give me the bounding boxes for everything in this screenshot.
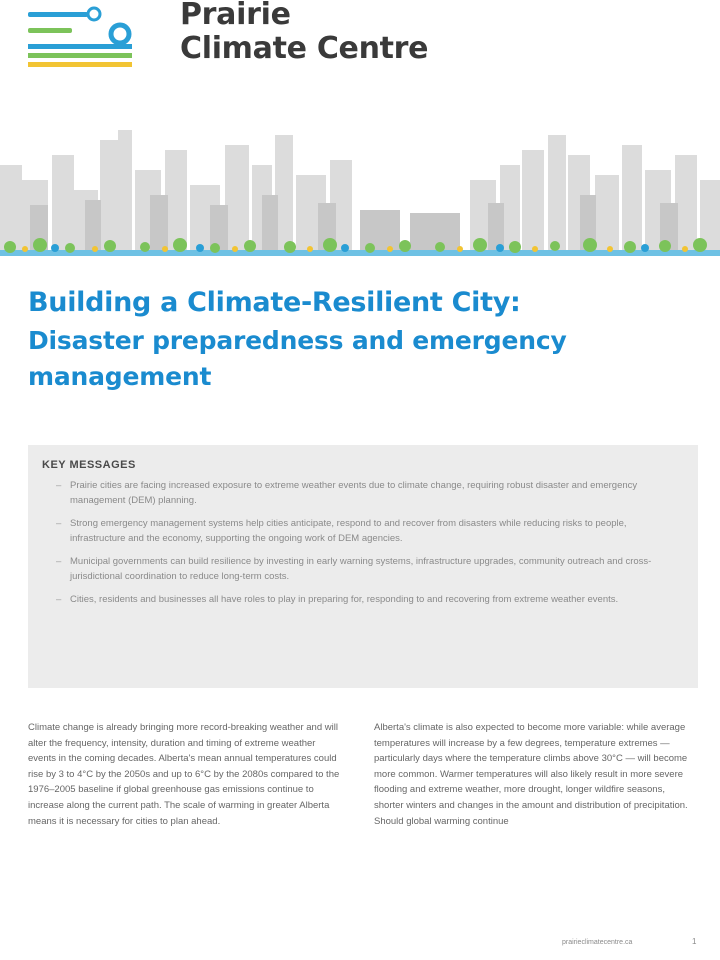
title-line-1: Building a Climate-Resilient City: <box>28 287 521 318</box>
footer-url: prairieclimatecentre.ca <box>562 939 633 946</box>
key-messages-heading: KEY MESSAGES <box>42 459 136 471</box>
title-line-2: Disaster preparedness and emergency <box>28 326 567 355</box>
page-number: 1 <box>692 937 697 946</box>
prairie-climate-centre-logo <box>24 0 444 80</box>
logo-line-1: Prairie <box>180 0 291 32</box>
document-title <box>28 283 698 395</box>
title-line-3: management <box>28 362 212 391</box>
key-messages-list <box>42 479 682 608</box>
body-columns <box>28 720 698 905</box>
key-message-item: – Cities, residents and businesses all have roles to play in preparing for, responding to and recovering from extreme weather events. <box>42 593 682 608</box>
logo-mark-icon <box>24 0 144 74</box>
key-message-item: – Strong emergency management systems help cities anticipate, respond to and recover from disasters while reducing risks to people, infrastructure and the economy, supporting the ongoing work of DEM agencies. <box>42 517 682 546</box>
city-skyline-illustration <box>0 95 720 270</box>
logo-line-2: Climate Centre <box>180 31 429 66</box>
key-message-item: – Municipal governments can build resilience by investing in early warning systems, infrastructure upgrades, community outreach and cross-jurisdictional coordination to reduce long-term costs. <box>42 555 682 584</box>
key-messages-box <box>28 445 698 688</box>
key-message-item: – Prairie cities are facing increased exposure to extreme weather events due to climate change, requiring robust disaster and emergency management (DEM) planning. <box>42 479 682 508</box>
body-column-right: Alberta's climate is also expected to become more variable: while average temperatures will increase by a few degrees, temperature extremes — particularly days where the temperature climbs above 30°C — will become more common. Warmer temperatures will also likely result in more severe flooding and extreme weather, more drought, longer wildfire seasons, shorter winters and changes in the amount and distribution of precipitation. Should global warming continue <box>374 722 688 827</box>
logo-wordmark <box>180 0 428 66</box>
body-column-left: Climate change is already bringing more record-breaking weather and will alter the frequency, intensity, duration and timing of extreme weather events in the coming decades. Alberta's mean annual temperatures could rise by 3 to 4°C by the 2050s and up to 6°C by the 2080s compared to the 1976–2005 baseline if global greenhouse gas emissions continue to increase along the current path. The scale of warming in greater Alberta means it is necessary for cities to plan ahead. <box>28 722 340 827</box>
